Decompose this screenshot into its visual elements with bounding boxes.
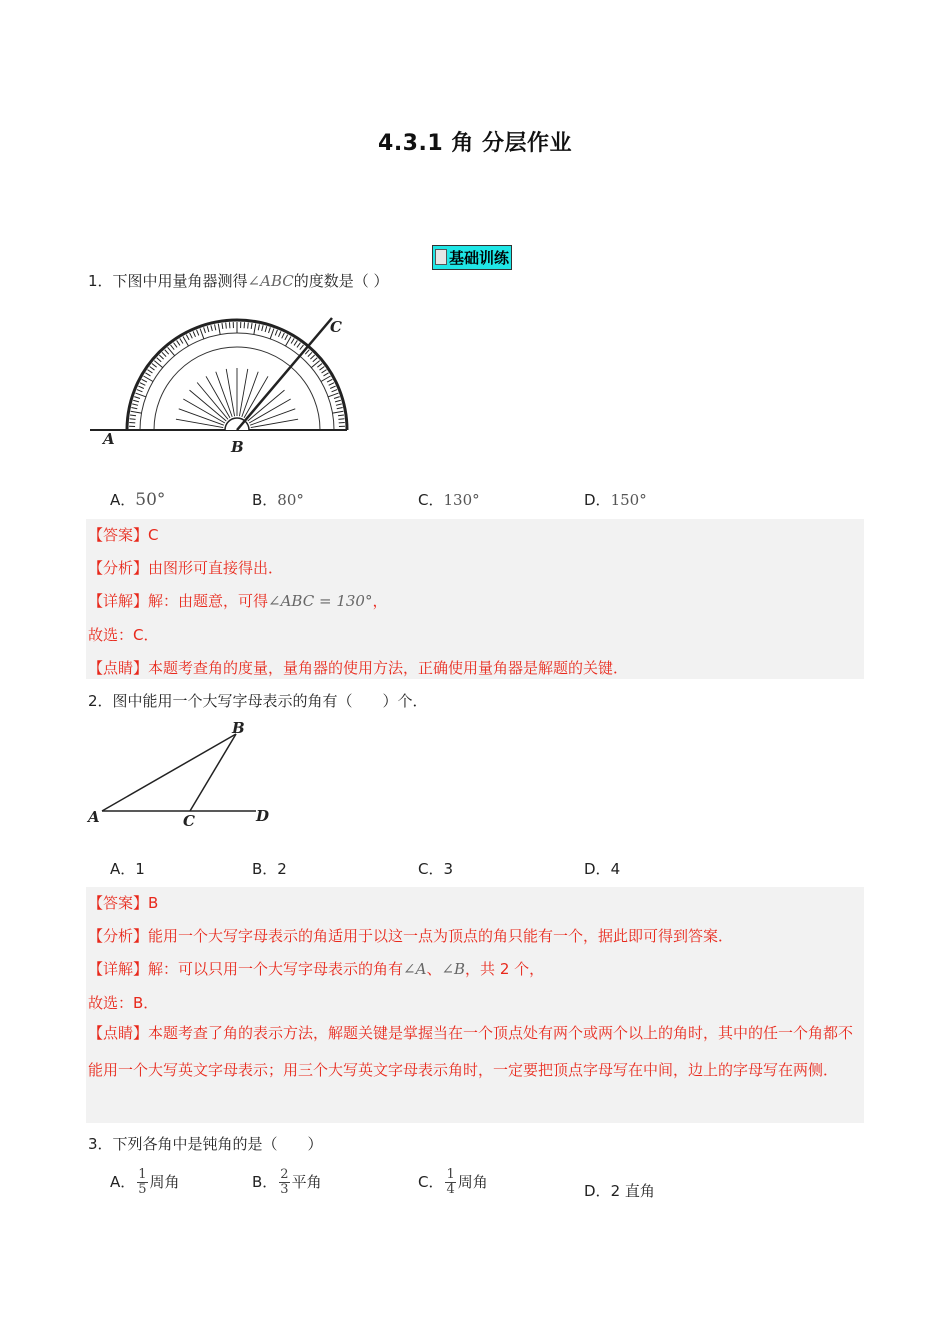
q2-option-c[interactable]	[418, 858, 453, 879]
q2-solution-block	[86, 887, 864, 1123]
q2-detail-math-b: ∠B	[441, 960, 466, 978]
checkbox-icon	[435, 249, 447, 265]
q3-option-b[interactable]	[252, 1168, 322, 1197]
point-a-label: A	[103, 430, 115, 448]
q2-option-c-value: 3	[443, 860, 454, 878]
q2-option-b[interactable]	[252, 858, 287, 879]
segment-bc	[190, 734, 236, 811]
q1-stem-prefix: 1．下图中用量角器测得	[88, 272, 248, 290]
q2-answer-tag: 【答案】	[88, 894, 149, 912]
q3-option-c-key: C．	[418, 1173, 444, 1191]
q1-analysis-text: 由图形可直接得出．	[148, 559, 284, 577]
q1-option-a[interactable]	[110, 489, 165, 510]
q2-option-c-key: C．	[418, 860, 444, 878]
q3-option-d[interactable]	[584, 1180, 655, 1201]
q2-option-a-value: 1	[135, 860, 145, 878]
q1-solution-block	[86, 519, 864, 679]
triangle-figure	[84, 718, 284, 833]
q1-analysis	[88, 557, 283, 578]
q2-answer	[88, 892, 158, 913]
section-label-text: 基础训练	[449, 249, 510, 267]
q2-option-b-key: B．	[252, 860, 278, 878]
protractor-tick	[248, 323, 249, 329]
q3-option-b-num: 2	[280, 1167, 289, 1182]
q3-option-c-unit: 周角	[457, 1173, 488, 1191]
q1-option-b-value: 80°	[277, 491, 304, 509]
point-c-label: C	[330, 318, 342, 336]
q2-detail-tag: 【详解】	[88, 960, 149, 978]
q2-comment-tag: 【点睛】	[88, 1024, 149, 1042]
point-b-label: B	[232, 719, 245, 737]
q1-answer-tag: 【答案】	[88, 526, 149, 544]
protractor-figure	[90, 312, 360, 462]
q1-comment-tag: 【点睛】	[88, 659, 149, 677]
q2-option-a[interactable]	[110, 858, 145, 879]
q1-option-d-value: 150°	[610, 491, 647, 509]
q3-option-b-unit: 平角	[291, 1173, 322, 1191]
q2-choice: 故选：B．	[88, 994, 159, 1012]
q3-option-b-key: B．	[252, 1173, 278, 1191]
q1-option-c-value: 130°	[443, 491, 480, 509]
q3-option-b-den: 3	[280, 1182, 289, 1197]
q3-option-c-num: 1	[446, 1167, 455, 1182]
point-b-label: B	[231, 438, 244, 456]
q2-option-b-value: 2	[277, 860, 287, 878]
q3-option-b-fraction	[279, 1168, 289, 1197]
q1-option-d-key: D．	[584, 491, 611, 509]
q1-analysis-tag: 【分析】	[88, 559, 149, 577]
q1-detail-tail: ，	[372, 592, 388, 610]
q2-analysis-tag: 【分析】	[88, 927, 149, 945]
q3-option-a-num: 1	[138, 1167, 147, 1182]
q2-option-a-key: A．	[110, 860, 136, 878]
q3-option-a[interactable]	[110, 1168, 180, 1197]
q3-option-a-key: A．	[110, 1173, 136, 1191]
q3-option-d-text: 2 直角	[610, 1182, 655, 1200]
page-title: 4.3.1 角 分层作业	[378, 131, 572, 156]
protractor-tick	[226, 323, 227, 329]
question-2-stem: 2．图中能用一个大写字母表示的角有（ ）个．	[88, 692, 428, 710]
question-1-stem	[88, 270, 389, 291]
q1-detail-text: 解：由题意，可得	[148, 592, 269, 610]
q1-option-c-key: C．	[418, 491, 444, 509]
q1-answer	[88, 524, 159, 545]
q3-option-c-den: 4	[446, 1182, 455, 1197]
q2-analysis-text: 能用一个大写字母表示的角适用于以这一点为顶点的角只能有一个，据此即可得到答案．	[148, 927, 734, 945]
q2-detail-math-a: ∠A	[403, 960, 427, 978]
protractor-tick	[338, 419, 344, 420]
q1-option-a-key: A．	[110, 491, 136, 509]
segment-ab	[102, 734, 236, 811]
q2-detail	[88, 958, 544, 979]
q1-option-d[interactable]	[584, 489, 647, 510]
q2-analysis	[88, 925, 733, 946]
q1-comment	[88, 657, 628, 678]
q2-comment	[88, 1015, 862, 1089]
q1-option-b-key: B．	[252, 491, 278, 509]
q1-angle: ∠ABC	[247, 272, 294, 290]
q3-option-a-unit: 周角	[149, 1173, 180, 1191]
q1-detail-math: ∠ABC = 130°	[268, 592, 373, 610]
q1-answer-text: C	[148, 526, 159, 544]
q3-option-c-fraction	[445, 1168, 455, 1197]
q2-detail-text: 解：可以只用一个大写字母表示的角有	[148, 960, 404, 978]
q2-comment-text: 本题考查了角的表示方法，解题关键是掌握当在一个顶点处有两个或两个以上的角时，其中的任一个角都不能用一个大写英文字母表示；用三个大写英文字母表示角时，一定要把顶点字母写在中间，边上的字母写在两侧．	[88, 1024, 854, 1079]
q2-answer-text: B	[148, 894, 159, 912]
q1-detail-tag: 【详解】	[88, 592, 149, 610]
q1-detail	[88, 590, 387, 611]
q1-stem-suffix: 的度数是（ ）	[293, 272, 389, 290]
protractor-tick	[130, 419, 136, 420]
q2-detail-tail: ，共 2 个，	[465, 960, 545, 978]
section-header	[432, 245, 512, 270]
point-a-label: A	[88, 808, 100, 826]
q1-option-a-value: 50°	[135, 490, 166, 510]
q2-option-d[interactable]	[584, 858, 620, 879]
q3-option-a-den: 5	[138, 1182, 147, 1197]
q2-option-d-key: D．	[584, 860, 611, 878]
q3-option-a-fraction	[137, 1168, 147, 1197]
q3-option-c[interactable]	[418, 1168, 488, 1197]
point-d-label: D	[256, 807, 270, 825]
point-c-label: C	[183, 812, 195, 830]
section-label	[432, 245, 512, 270]
question-3-stem: 3．下列各角中是钝角的是（ ）	[88, 1135, 323, 1153]
q3-option-d-key: D．	[584, 1182, 611, 1200]
q1-option-c[interactable]	[418, 489, 480, 510]
q2-option-d-value: 4	[610, 860, 621, 878]
q2-detail-sep: 、	[426, 960, 442, 978]
q1-choice: 故选：C．	[88, 626, 159, 644]
q1-option-b[interactable]	[252, 489, 304, 510]
q1-comment-text: 本题考查角的度量，量角器的使用方法，正确使用量角器是解题的关键．	[148, 659, 629, 677]
